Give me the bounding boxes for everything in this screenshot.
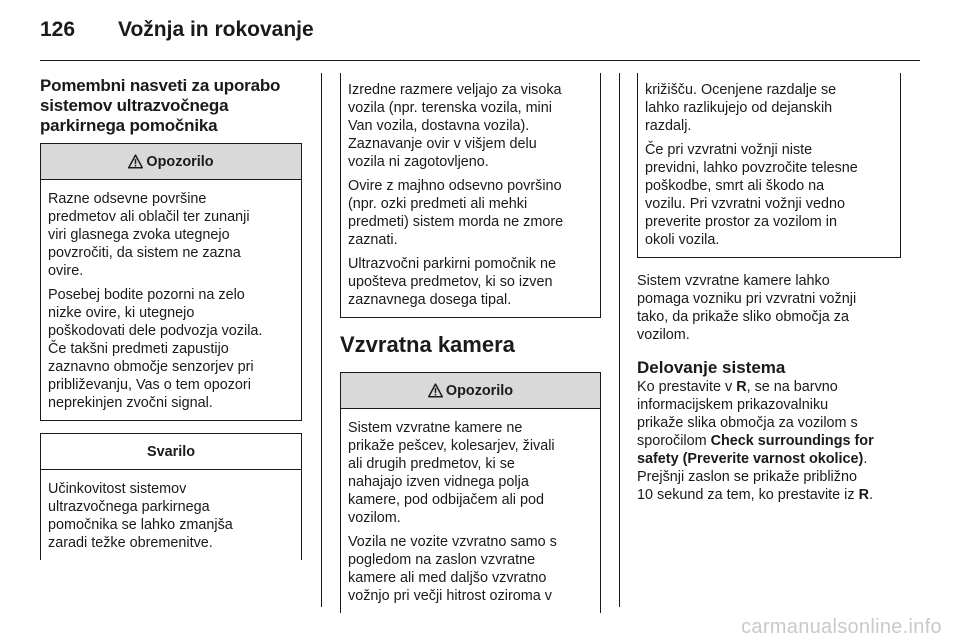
warning-box-header bbox=[41, 144, 301, 180]
continued-paragraph: Ovire z majhno odsevno površino (npr. ozki predmeti ali mehki predmeti) sistem morda ne zmore zaznati. bbox=[348, 178, 564, 248]
warning-box-title: Opozorilo bbox=[146, 153, 214, 170]
notice-box-title: Svarilo bbox=[147, 443, 195, 460]
column-divider-2 bbox=[619, 73, 620, 607]
body-paragraph: Ko prestavite v R, se na barvno informacijskem prikazovalniku prikaže slika območja za vozilom s sporočilom Check surroundings for safety (Preverite varnost okolice). Prejšnji zaslon se prikaže približno 10 sekund za tem, ko prestavite iz R. bbox=[637, 379, 874, 503]
continued-paragraph: Ultrazvočni parkirni pomočnik ne upošteva predmetov, ki so izven zaznavnega dosega tipal. bbox=[348, 256, 556, 308]
warning-box-title: Opozorilo bbox=[445, 382, 514, 399]
page-header bbox=[40, 18, 314, 48]
notice-paragraph: Učinkovitost sistemov ultrazvočnega parkirnega pomočnika se lahko zmanjša zaradi težke obremenitve. bbox=[48, 481, 233, 551]
warning-box-continued bbox=[340, 73, 601, 318]
notice-box-header bbox=[41, 434, 301, 470]
warning-box-header bbox=[341, 373, 600, 409]
subsection-heading: Delovanje sistema bbox=[637, 358, 786, 377]
warning-paragraph: Posebej bodite pozorni na zelo nizke ovire, ki utegnejo poškodovati dele podvozja vozila. Če takšni predmeti zapustijo zaznavno območje senzorjev pri približevanju, Vas o tem opozori neprekinjen zvočni signal. bbox=[48, 287, 263, 411]
page-number: 126 bbox=[40, 18, 76, 41]
watermark-text: carmanualsonline.info bbox=[741, 616, 942, 638]
column-3 bbox=[637, 73, 901, 504]
warning-box-parking bbox=[40, 143, 302, 421]
intro-paragraph: Sistem vzvratne kamere lahko pomaga vozniku pri vzvratni vožnji tako, da prikaže sliko območja za vozilom. bbox=[637, 273, 857, 343]
notice-box-body bbox=[41, 470, 301, 560]
warning-paragraph: Vozila ne vozite vzvratno samo s pogledom na zaslon vzvratne kamere ali med daljšo vzvratno vožnjo pri večji hitrost oziroma v bbox=[348, 534, 557, 604]
section-title: Pomembni nasveti za uporabo sistemov ultrazvočnega parkirnega pomočnika bbox=[40, 76, 281, 135]
warning-triangle-icon bbox=[428, 383, 443, 398]
warning-paragraph: Razne odsevne površine predmetov ali oblačil ter zunanji viri glasnega zvoka utegnejo povzročiti, da sistem ne zazna ovire. bbox=[48, 191, 250, 279]
header-rule bbox=[40, 60, 920, 61]
warning-box-camera bbox=[340, 372, 601, 613]
column-divider-1 bbox=[321, 73, 322, 607]
warning-triangle-icon bbox=[128, 154, 143, 169]
continued-paragraph: križišču. Ocenjene razdalje se lahko razlikujejo od dejanskih razdalj. bbox=[645, 82, 837, 134]
continued-paragraph: Če pri vzvratni vožnji niste previdni, lahko povzročite telesne poškodbe, smrt ali škodo na vozilu. Pri vzvratni vožnji vedno preverite prostor za vozilom in okoli vozila. bbox=[645, 142, 858, 248]
notice-box bbox=[40, 433, 302, 560]
warning-box-continued bbox=[637, 73, 901, 258]
page-title: Vožnja in rokovanje bbox=[118, 18, 314, 41]
continued-paragraph: Izredne razmere veljajo za visoka vozila (npr. terenska vozila, mini Van vozila, dostavna vozila). Zaznavanje ovir v višjem delu vozila ni zagotovljeno. bbox=[348, 82, 562, 170]
column-2 bbox=[340, 73, 601, 613]
continued-box-body bbox=[638, 73, 900, 257]
warning-box-body bbox=[41, 180, 301, 420]
column-1 bbox=[40, 76, 302, 560]
section-heading: Vzvratna kamera bbox=[340, 332, 515, 357]
warning-paragraph: Sistem vzvratne kamere ne prikaže pešcev, kolesarjev, živali ali drugih predmetov, ki se nahajajo izven vidnega polja kamere, pod odbijačem ali pod vozilom. bbox=[348, 420, 555, 526]
warning-box-body bbox=[341, 409, 600, 613]
continued-box-body bbox=[341, 73, 600, 317]
